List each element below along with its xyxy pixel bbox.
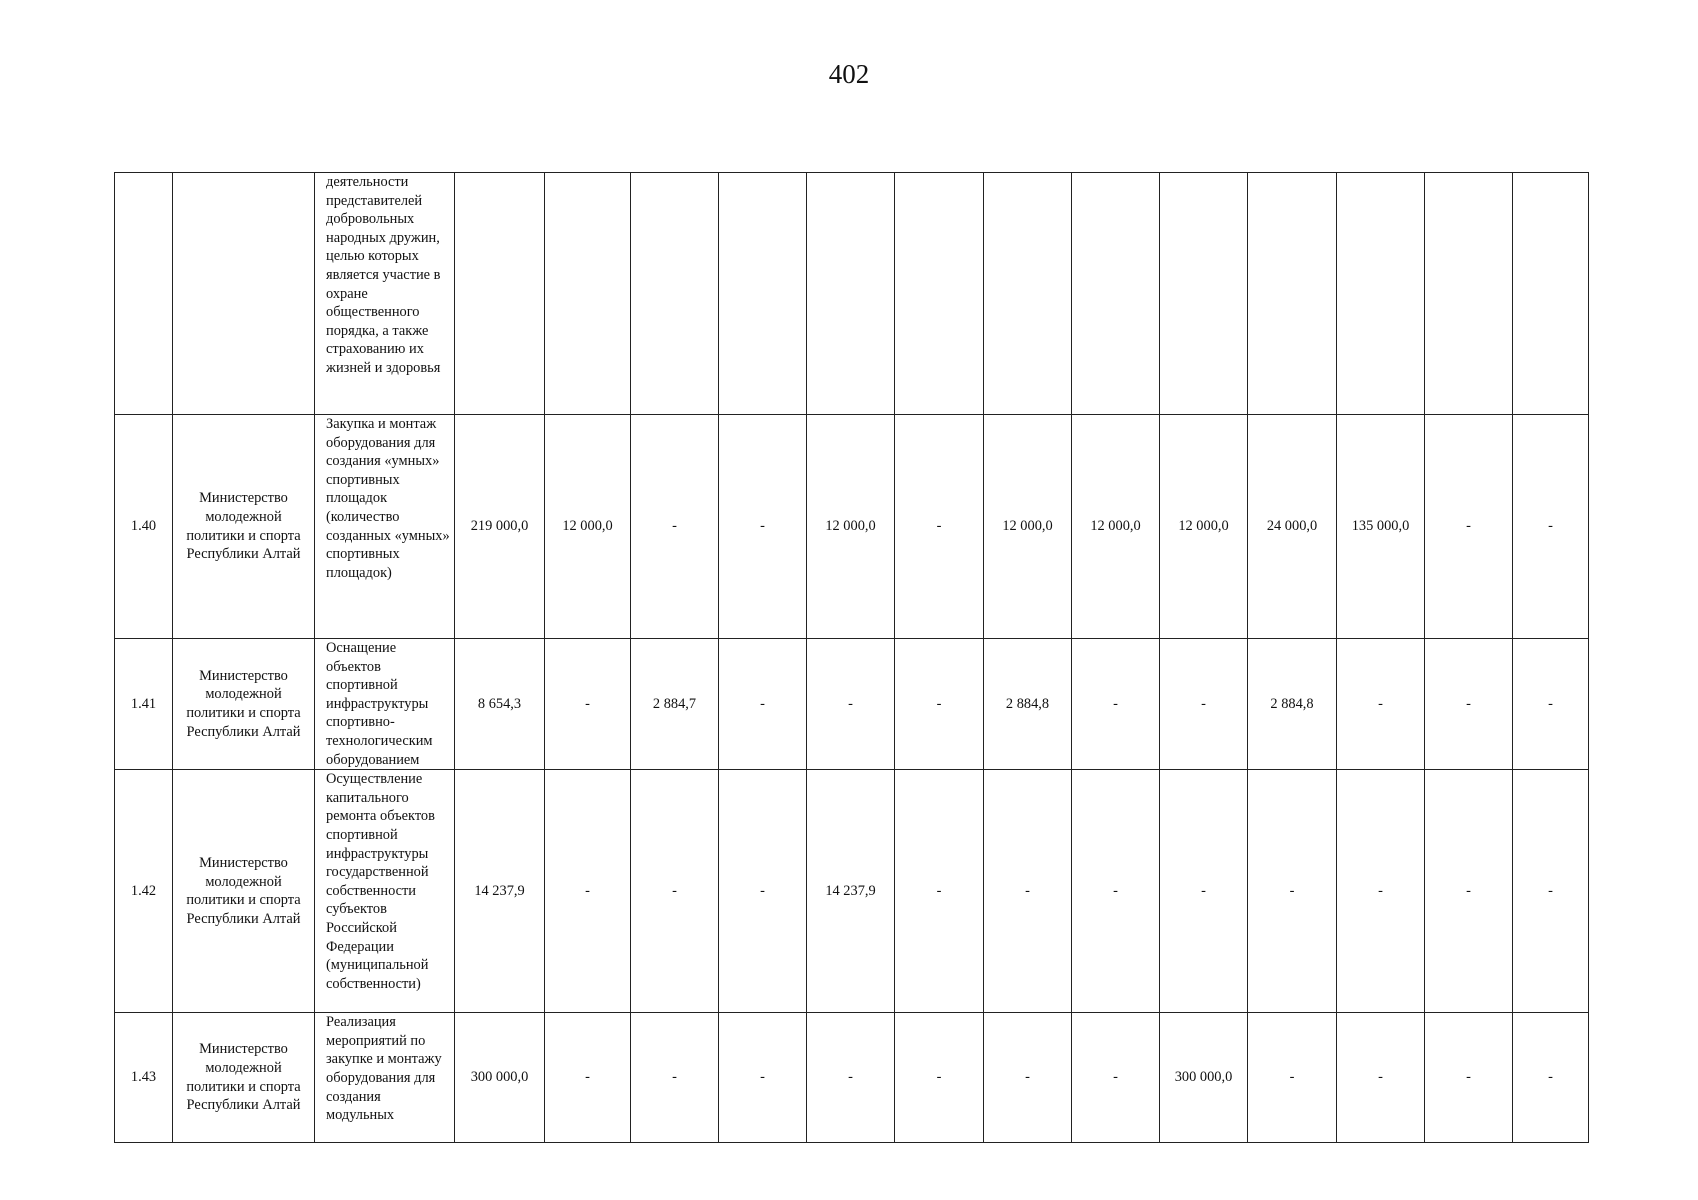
amount-cell: - <box>1248 1013 1337 1143</box>
table-row <box>115 770 1589 1013</box>
activity-name-cell: Закупка и монтаж оборудования для создания «умных» спортивных площадок (количество созданных «умных» спортивных площадок) <box>315 415 455 639</box>
amount-cell: - <box>895 415 984 639</box>
amount-cell <box>1513 173 1589 415</box>
total-amount-cell: 219 000,0 <box>455 415 545 639</box>
amount-cell: 12 000,0 <box>807 415 895 639</box>
amount-cell: - <box>895 639 984 770</box>
table-row <box>115 1013 1589 1143</box>
amount-cell: - <box>719 1013 807 1143</box>
total-amount-cell <box>455 173 545 415</box>
amount-cell: 2 884,7 <box>631 639 719 770</box>
amount-cell <box>984 173 1072 415</box>
amount-cell <box>895 173 984 415</box>
amount-cell: - <box>1513 1013 1589 1143</box>
amount-cell: - <box>1160 770 1248 1013</box>
amount-cell <box>1425 173 1513 415</box>
amount-cell: - <box>895 1013 984 1143</box>
amount-cell: - <box>1072 1013 1160 1143</box>
amount-cell: - <box>1160 639 1248 770</box>
amount-cell: 135 000,0 <box>1337 415 1425 639</box>
amount-cell: 12 000,0 <box>1160 415 1248 639</box>
amount-cell: - <box>719 639 807 770</box>
amount-cell <box>1160 173 1248 415</box>
row-number-cell: 1.41 <box>115 639 173 770</box>
amount-cell <box>1072 173 1160 415</box>
amount-cell: - <box>719 770 807 1013</box>
responsible-executor-cell: Министерство молодежной политики и спорта Республики Алтай <box>173 415 315 639</box>
amount-cell: - <box>1513 770 1589 1013</box>
amount-cell: - <box>1248 770 1337 1013</box>
amount-cell: - <box>1425 639 1513 770</box>
amount-cell: - <box>1072 639 1160 770</box>
row-number-cell: 1.43 <box>115 1013 173 1143</box>
amount-cell: 12 000,0 <box>545 415 631 639</box>
amount-cell <box>1248 173 1337 415</box>
table-row <box>115 415 1589 639</box>
page-number: 402 <box>828 59 870 89</box>
amount-cell: - <box>1337 770 1425 1013</box>
amount-cell: - <box>807 1013 895 1143</box>
amount-cell: - <box>1513 639 1589 770</box>
amount-cell: - <box>895 770 984 1013</box>
amount-cell: 24 000,0 <box>1248 415 1337 639</box>
amount-cell: - <box>1513 415 1589 639</box>
amount-cell: - <box>984 770 1072 1013</box>
budget-table <box>114 172 1589 1143</box>
responsible-executor-cell: Министерство молодежной политики и спорта Республики Алтай <box>173 639 315 770</box>
amount-cell: - <box>631 770 719 1013</box>
responsible-executor-cell: Министерство молодежной политики и спорта Республики Алтай <box>173 770 315 1013</box>
amount-cell: 12 000,0 <box>984 415 1072 639</box>
amount-cell: - <box>1072 770 1160 1013</box>
table-row <box>115 639 1589 770</box>
table-row <box>115 173 1589 415</box>
amount-cell: 2 884,8 <box>984 639 1072 770</box>
total-amount-cell: 8 654,3 <box>455 639 545 770</box>
amount-cell: 12 000,0 <box>1072 415 1160 639</box>
activity-name-cell: Осуществление капитального ремонта объектов спортивной инфраструктуры государственной собственности субъектов Российской Федерации (муниципальной собственности) <box>315 770 455 1013</box>
responsible-executor-cell <box>173 173 315 415</box>
row-number-cell <box>115 173 173 415</box>
amount-cell <box>631 173 719 415</box>
activity-name-cell: Реализация мероприятий по закупке и монтажу оборудования для создания модульных <box>315 1013 455 1143</box>
amount-cell: - <box>1425 1013 1513 1143</box>
amount-cell <box>719 173 807 415</box>
amount-cell: - <box>631 1013 719 1143</box>
activity-name-cell: деятельности представителей добровольных народных дружин, целью которых является участие в охране общественного порядка, а также страхованию их жизней и здоровья <box>315 173 455 415</box>
amount-cell: - <box>1337 639 1425 770</box>
amount-cell: - <box>807 639 895 770</box>
responsible-executor-cell: Министерство молодежной политики и спорта Республики Алтай <box>173 1013 315 1143</box>
amount-cell: - <box>719 415 807 639</box>
row-number-cell: 1.40 <box>115 415 173 639</box>
amount-cell: - <box>1337 1013 1425 1143</box>
amount-cell: - <box>545 1013 631 1143</box>
amount-cell: - <box>545 639 631 770</box>
amount-cell <box>545 173 631 415</box>
total-amount-cell: 300 000,0 <box>455 1013 545 1143</box>
total-amount-cell: 14 237,9 <box>455 770 545 1013</box>
amount-cell: - <box>984 1013 1072 1143</box>
activity-name-cell: Оснащение объектов спортивной инфраструктуры спортивно-технологическим оборудованием <box>315 639 455 770</box>
amount-cell: 300 000,0 <box>1160 1013 1248 1143</box>
amount-cell: - <box>545 770 631 1013</box>
amount-cell: 14 237,9 <box>807 770 895 1013</box>
row-number-cell: 1.42 <box>115 770 173 1013</box>
amount-cell <box>807 173 895 415</box>
amount-cell: - <box>1425 415 1513 639</box>
amount-cell <box>1337 173 1425 415</box>
amount-cell: - <box>631 415 719 639</box>
amount-cell: - <box>1425 770 1513 1013</box>
amount-cell: 2 884,8 <box>1248 639 1337 770</box>
